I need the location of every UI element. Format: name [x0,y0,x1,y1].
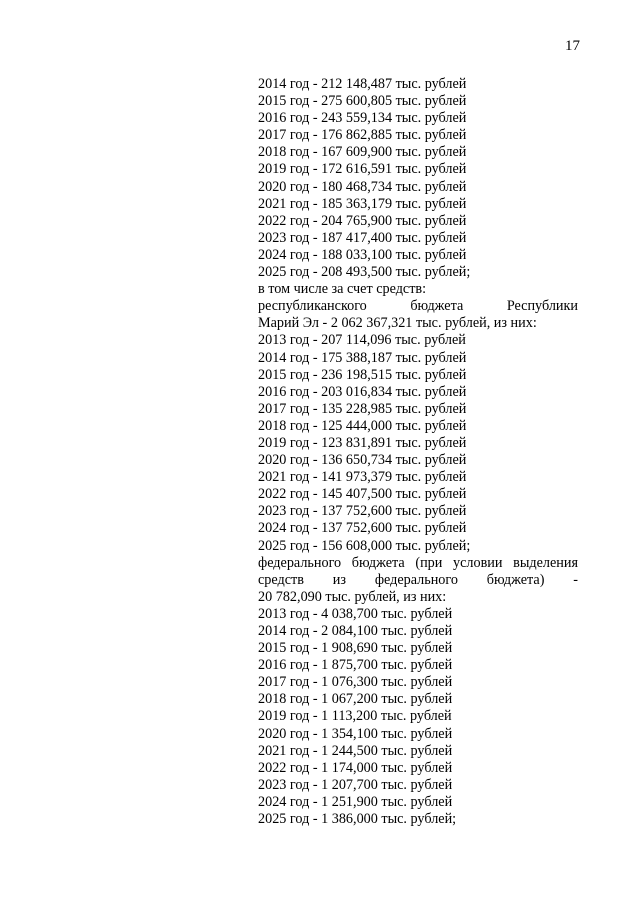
budget-line: 2024 год - 1 251,900 тыс. рублей [258,793,453,810]
budget-line: 2021 год - 141 973,379 тыс. рублей [258,469,467,486]
heading-word: из [332,571,346,588]
budget-line: 2025 год - 208 493,500 тыс. рублей; [258,264,471,281]
federal-budget-total: 20 782,090 тыс. рублей, из них: [258,588,447,605]
budget-line: 2023 год - 187 417,400 тыс. рублей [258,229,467,246]
budget-line: 2020 год - 180 468,734 тыс. рублей [258,178,467,195]
budget-line: 2014 год - 175 388,187 тыс. рублей [258,349,467,366]
budget-line: 2025 год - 1 386,000 тыс. рублей; [258,811,457,828]
republic-budget-heading [258,298,578,315]
budget-line: 2024 год - 137 752,600 тыс. рублей [258,520,467,537]
heading-word: бюджета [410,298,464,315]
federal-budget-heading-line-2 [258,572,578,589]
budget-line: 2023 год - 1 207,700 тыс. рублей [258,776,453,793]
budget-line: 2017 год - 1 076,300 тыс. рублей [258,674,453,691]
budget-line: 2021 год - 1 244,500 тыс. рублей [258,742,453,759]
budget-line: 2013 год - 207 114,096 тыс. рублей [258,332,466,349]
heading-word: Республики [506,298,578,315]
total-by-year-list [258,76,578,298]
heading-word: - [573,571,578,588]
budget-line: 2021 год - 185 363,179 тыс. рублей [258,195,467,212]
heading-word: выделения [513,554,578,571]
heading-word: бюджета [351,554,405,571]
budget-line: 2023 год - 137 752,600 тыс. рублей [258,503,467,520]
budget-line: 2014 год - 212 148,487 тыс. рублей [258,76,467,92]
heading-word: (при [415,554,443,571]
budget-line: 2022 год - 145 407,500 тыс. рублей [258,486,467,503]
heading-word: федерального [374,571,458,588]
page-number: 17 [565,38,580,54]
budget-line: 2019 год - 1 113,200 тыс. рублей [258,708,452,725]
budget-line: 2022 год - 204 765,900 тыс. рублей [258,212,467,229]
budget-line: 2017 год - 176 862,885 тыс. рублей [258,127,467,144]
budget-line: 2018 год - 167 609,900 тыс. рублей [258,144,467,161]
budget-line: 2015 год - 275 600,805 тыс. рублей [258,93,467,110]
budget-line: 2024 год - 188 033,100 тыс. рублей [258,246,467,263]
budget-line: 2016 год - 203 016,834 тыс. рублей [258,383,467,400]
budget-line: в том числе за счет средств: [258,281,427,298]
funding-text [258,76,578,828]
budget-line: 2018 год - 1 067,200 тыс. рублей [258,691,453,708]
budget-line: 2019 год - 123 831,891 тыс. рублей [258,434,467,451]
budget-line: 2018 год - 125 444,000 тыс. рублей [258,417,467,434]
federal-budget-heading-line-1 [258,555,578,572]
republic-budget-total: Марий Эл - 2 062 367,321 тыс. рублей, из них: [258,315,537,332]
budget-line: 2013 год - 4 038,700 тыс. рублей [258,605,453,622]
budget-line: 2020 год - 1 354,100 тыс. рублей [258,725,453,742]
heading-word: средств [258,571,304,588]
heading-word: бюджета) [486,571,545,588]
republic-budget-by-year-list [258,332,578,554]
budget-line: 2022 год - 1 174,000 тыс. рублей [258,759,453,776]
budget-line: 2014 год - 2 084,100 тыс. рублей [258,623,453,639]
budget-line: 2015 год - 236 198,515 тыс. рублей [258,366,467,383]
heading-word: республиканского [258,298,367,315]
budget-line: 2016 год - 243 559,134 тыс. рублей [258,110,467,127]
budget-line: 2020 год - 136 650,734 тыс. рублей [258,452,467,469]
federal-budget-by-year-list [258,606,578,828]
heading-word: условии [453,554,503,571]
budget-line: 2016 год - 1 875,700 тыс. рублей [258,657,453,674]
budget-line: 2025 год - 156 608,000 тыс. рублей; [258,537,471,554]
budget-line: 2019 год - 172 616,591 тыс. рублей [258,161,467,178]
budget-line: 2015 год - 1 908,690 тыс. рублей [258,640,453,657]
heading-word: федерального [258,554,342,571]
budget-line: 2017 год - 135 228,985 тыс. рублей [258,400,467,417]
